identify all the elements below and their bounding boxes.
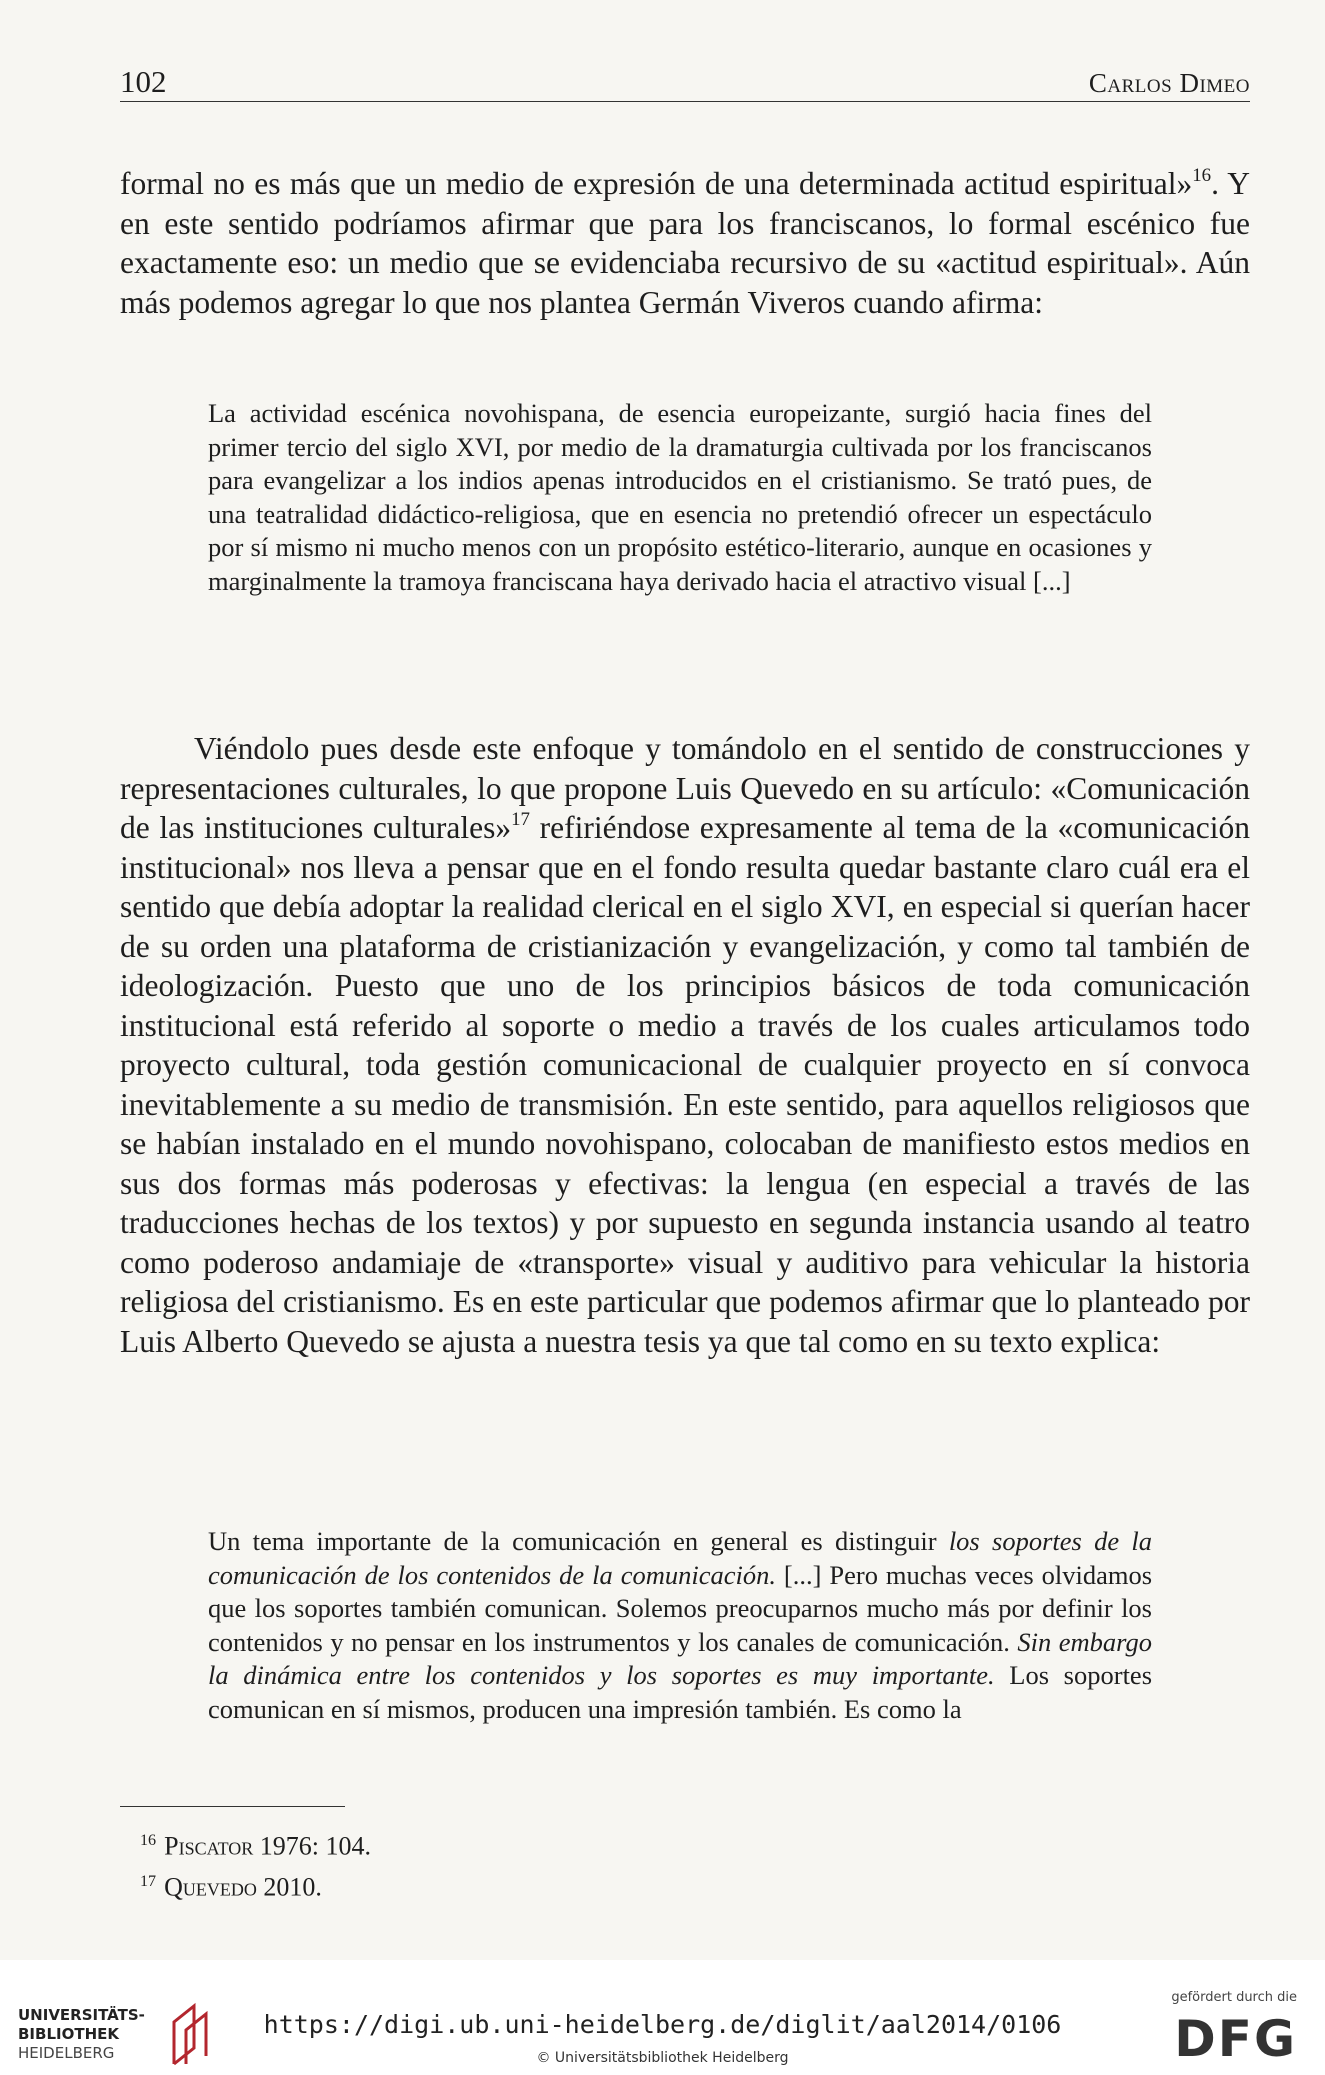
page-number: 102: [120, 64, 167, 99]
header-rule: [120, 101, 1250, 102]
quote-2-text-a: Un tema importante de la comunicación en general es distinguir: [208, 1526, 949, 1556]
footnote-16: [140, 1823, 371, 1864]
page-header: [120, 64, 1250, 104]
paragraph-2-text-a: Viéndolo pues desde este enfoque y tomándolo en el sentido de construcciones y representaciones culturales, lo que propone Luis Quevedo en su artículo: «Comunicación de las instituciones culturales»: [120, 731, 1250, 845]
library-name-line-3: HEIDELBERG: [18, 2044, 115, 2062]
quote-2-text-c: Los soportes comunican en sí mismos, producen una impresión también. Es como la: [208, 1660, 1153, 1724]
paragraph-1-text-b: . Y en este sentido podríamos afirmar que para los franciscanos, lo formal escénico fue exactamente eso: un medio que se evidenciaba recursivo de su «actitud espiritual». Aún más podemos agregar lo que nos plantea Germán Viveros cuando afirma:: [120, 166, 1250, 320]
footnote-rule: [120, 1806, 345, 1807]
quote-2-italic-1: los soportes de la comunicación de los contenidos de la comunicación.: [208, 1526, 1152, 1590]
footnote-reference: 2010.: [256, 1872, 322, 1902]
running-head-author: Carlos Dimeo: [1088, 68, 1250, 98]
footnote-reference: 1976: 104.: [253, 1831, 371, 1861]
footnote-author: Piscator: [164, 1831, 254, 1861]
footnotes: [140, 1823, 371, 1904]
copyright-notice: © Universitätsbibliothek Heidelberg: [536, 2050, 789, 2066]
library-name-line-1: UNIVERSITÄTS-: [18, 2006, 145, 2024]
funding-note: gefördert durch die: [1171, 1990, 1297, 2005]
paragraph-1-text-a: formal no es más que un medio de expresión de una determinada actitud espiritual»: [120, 166, 1193, 201]
footnote-ref-17[interactable]: 17: [511, 808, 530, 830]
digitization-footer: [0, 1960, 1325, 2075]
block-quote-viveros: La actividad escénica novohispana, de esencia europeizante, surgió hacia fines del primer tercio del siglo XVI, por medio de la dramaturgia cultivada por los franciscanos para evangelizar a los indios apenas introducidos en el cristianismo. Se trató pues, de una teatralidad didáctico-religiosa, que en esencia no pretendió ofrecer un espectáculo por sí mismo ni mucho menos con un propósito estético-literario, aunque en ocasiones y marginalmente la tramoya franciscana haya derivado hacia el atractivo visual [...]: [208, 398, 1152, 596]
footnote-number: 17: [140, 1872, 157, 1890]
block-quote-quevedo: [208, 1525, 1152, 1726]
permalink-url[interactable]: https://digi.ub.uni-heidelberg.de/diglit/aal2014/0106: [263, 2010, 1062, 2039]
footnote-ref-16[interactable]: 16: [1192, 164, 1212, 186]
footnote-author: Quevedo: [164, 1872, 257, 1902]
paragraph-2: [120, 729, 1250, 1361]
footnote-17: [140, 1864, 371, 1905]
dfg-logo[interactable]: DFG: [1174, 2010, 1297, 2068]
paragraph-2-text-b: refiriéndose expresamente al tema de la «comunicación institucional» nos lleva a pensar que en el fondo resulta quedar bastante claro cuál era el sentido que debía adoptar la realidad clerical en el siglo XVI, en especial si querían hacer de su orden una plataforma de cristianización y evangelización, y como tal también de ideologización. Puesto que uno de los principios básicos de toda comunicación institucional está referido al soporte o medio a través de los cuales articulamos todo proyecto cultural, toda gestión comunicacional de cualquier proyecto en sí convoca inevitablemente a su medio de transmisión. En este sentido, para aquellos religiosos que se habían instalado en el mundo novohispano, colocaban de manifiesto estos medios en sus dos formas más poderosas y efectivas: la lengua (en especial a través de las traducciones hechas de los textos) y por supuesto en segunda instancia usando al teatro como poderoso andamiaje de «transporte» visual y auditivo para vehicular la historia religiosa del cristianismo. Es en este particular que podemos afirmar que lo planteado por Luis Alberto Quevedo se ajusta a nuestra tesis ya que tal como en su texto explica:: [120, 810, 1250, 1359]
paragraph-1: [120, 164, 1250, 322]
footnote-number: 16: [140, 1832, 157, 1849]
quote-2-italic-2: Sin embargo la dinámica entre los contenidos y los soportes es muy importante.: [208, 1626, 1152, 1690]
quote-2-text-b: [...] Pero muchas veces olvidamos que los soportes también comunican. Solemos preocuparnos mucho más por definir los contenidos y no pensar en los instrumentos y los canales de comunicación.: [208, 1559, 1153, 1657]
library-name-line-2: BIBLIOTHEK: [18, 2025, 119, 2043]
